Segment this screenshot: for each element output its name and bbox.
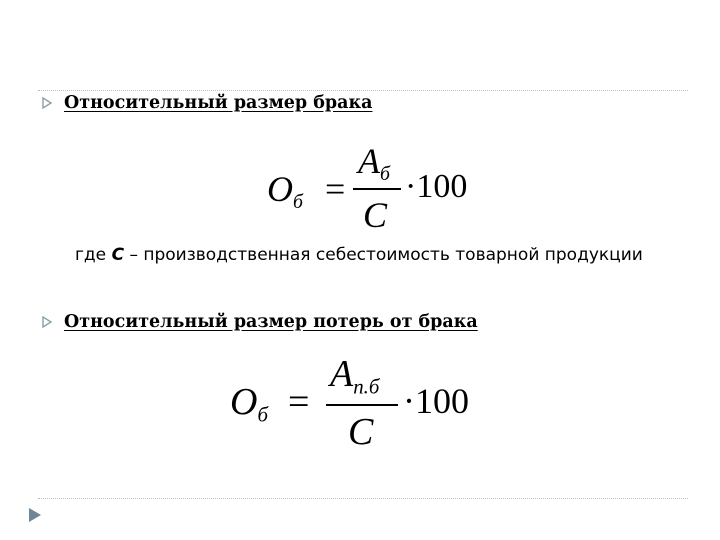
note-text: – производственная себестоимость товарной продукции [124,245,643,265]
formula-lhs-symbol: O [230,381,258,423]
bottom-divider [38,498,688,499]
formula-lhs [267,168,303,214]
formula-numerator-subscript: п.б [353,374,380,399]
note-variable: C [111,245,125,265]
formula-lhs-symbol: O [267,169,293,209]
formula-numerator [330,352,379,399]
formula-numerator-symbol: A [358,141,380,181]
next-slide-arrow-icon[interactable] [26,506,44,524]
note-prefix: где [75,245,112,265]
top-divider [38,90,688,91]
formula-numerator [358,140,390,186]
fraction-bar [353,188,401,190]
formula-equals: = [288,381,310,423]
formula-multiplier: ·100 [405,168,468,205]
formula-denominator: C [348,411,374,453]
formula-lhs-subscript: б [293,190,303,213]
formula-denominator: C [363,195,388,235]
triangle-bullet-icon [40,315,54,329]
formula-equals: = [325,169,346,209]
bullet-item-relative-defect-size [40,93,372,113]
heading-relative-defect-size: Относительный размер брака [64,93,373,113]
formula-lhs-subscript: б [257,402,268,427]
formula-lhs [230,380,268,427]
formula-relative-defect-losses [228,352,498,462]
formula-numerator-subscript: б [380,162,390,185]
formula-numerator-symbol: A [330,353,354,395]
triangle-bullet-icon [40,96,54,110]
note-cost-definition [75,243,685,268]
formula-relative-defect-size [255,138,485,238]
formula-multiplier: ·100 [403,381,469,421]
bullet-item-relative-defect-losses [40,312,478,332]
fraction-bar [326,404,398,406]
heading-relative-defect-losses: Относительный размер потерь от брака [64,312,478,332]
